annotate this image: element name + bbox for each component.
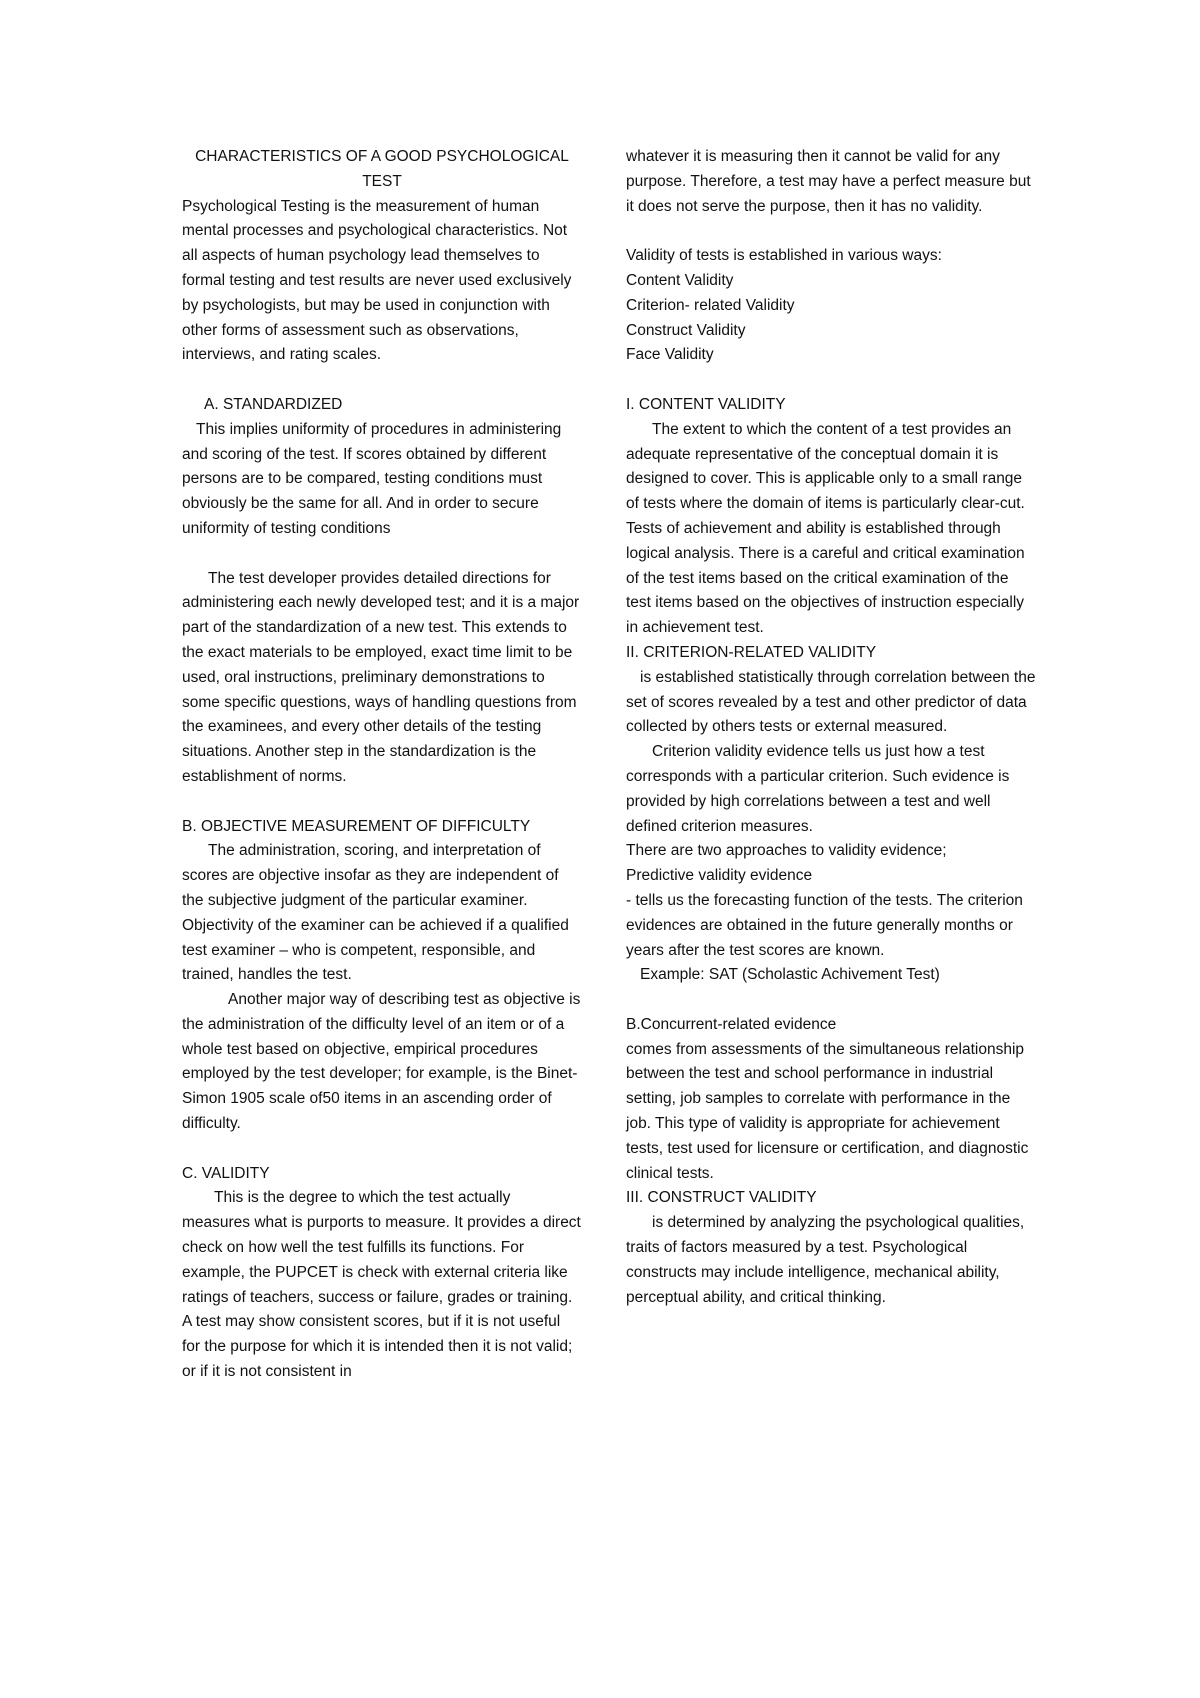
construct-validity-paragraph: is determined by analyzing the psychological qualities, traits of factors measured by a test. Psychological constructs may include intelligence, mechanical ability, perceptual ability, and critical thinking. — [626, 1214, 1025, 1306]
section-b-heading: B. OBJECTIVE MEASUREMENT OF DIFFICULTY — [182, 817, 531, 835]
spacer — [182, 368, 582, 393]
spacer — [626, 368, 1036, 393]
validity-way-item: Content Validity — [626, 271, 734, 289]
intro-paragraph: Psychological Testing is the measurement of human mental processes and psychological characteristics. Not all aspects of human psychology lead themselves to formal testing and test results are never used exclusively by psychologists, but may be used in conjunction with other forms of assessment such as observations, interviews, and rating scales. — [182, 197, 572, 364]
document-title: CHARACTERISTICS OF A GOOD PSYCHOLOGICAL TEST — [195, 148, 569, 190]
criterion-validity-paragraph-1: is established statistically through correlation between the set of scores revealed by a test and other predictor of data collected by others tests or external measured. — [626, 668, 1036, 736]
sat-example: Example: SAT (Scholastic Achivement Test) — [640, 966, 940, 984]
validity-approaches: There are two approaches to validity evidence; — [626, 842, 947, 860]
validity-way-item: Criterion- related Validity — [626, 296, 795, 314]
right-column — [626, 145, 1036, 1310]
spacer — [626, 988, 1036, 1013]
spacer — [182, 542, 582, 567]
section-a-paragraph-2: The test developer provides detailed directions for administering each newly developed test; and it is a major part of the standardization of a new test. This extends to the exact materials to be employed, exact time limit to be used, oral instructions, preliminary demonstrations to some specific questions, ways of handling questions from the examinees, and every other details of the testing situations. Another step in the standardization is the establishment of norms. — [182, 569, 580, 785]
validity-way-item: Construct Validity — [626, 321, 746, 339]
section-c-heading: C. VALIDITY — [182, 1164, 270, 1182]
left-column — [182, 145, 582, 1385]
spacer — [182, 790, 582, 815]
validity-continuation: whatever it is measuring then it cannot be valid for any purpose. Therefore, a test may have a perfect measure but it does not serve the purpose, then it has no validity. — [626, 148, 1031, 215]
validity-ways-intro: Validity of tests is established in various ways: — [626, 247, 942, 265]
section-a-heading: A. STANDARDIZED — [204, 395, 343, 413]
content-validity-paragraph: The extent to which the content of a test provides an adequate representative of the conceptual domain it is designed to cover. This is applicable only to a small range of tests where the domain of items is particularly clear-cut. Tests of achievement and ability is established through logical analysis. There is a careful and critical examination of the test items based on the critical examination of the test items based on the objectives of instruction especially in achievement test. — [626, 420, 1025, 637]
section-a-paragraph-1: This implies uniformity of procedures in administering and scoring of the test. If scores obtained by different persons are to be compared, testing conditions must obviously be the same for all. And in order to secure uniformity of testing conditions — [182, 420, 562, 537]
predictive-validity-heading: Predictive validity evidence — [626, 867, 813, 885]
spacer — [182, 1137, 582, 1162]
concurrent-evidence-heading: B.Concurrent-related evidence — [626, 1015, 837, 1033]
section-b-paragraph-1: The administration, scoring, and interpretation of scores are objective insofar as they are independent of the subjective judgment of the particular examiner. Objectivity of the examiner can be achieved if a qualified test examiner – who is competent, responsible, and trained, handles the test. — [182, 842, 569, 984]
section-c-paragraph-1: This is the degree to which the test actually measures what is purports to measure. It provides a direct check on how well the test fulfills its functions. For example, the PUPCET is check with external criteria like ratings of teachers, success or failure, grades or training. A test may show consistent scores, but if it is not useful for the purpose for which it is intended then it is not valid; or if it is not consistent in — [182, 1189, 581, 1381]
criterion-validity-paragraph-2: Criterion validity evidence tells us just how a test corresponds with a particular criterion. Such evidence is provided by high correlations between a test and well defined criterion measures. — [626, 743, 1010, 835]
section-b-paragraph-2: Another major way of describing test as objective is the administration of the difficulty level of an item or of a whole test based on objective, empirical procedures employed by the test developer; for example, is the Binet-Simon 1905 scale of50 items in an ascending order of difficulty. — [182, 991, 581, 1133]
concurrent-evidence-text: comes from assessments of the simultaneous relationship between the test and school performance in industrial setting, job samples to correlate with performance in the job. This type of validity is appropriate for achievement tests, test used for licensure or certification, and diagnostic clinical tests. — [626, 1040, 1029, 1182]
predictive-validity-text: - tells us the forecasting function of the tests. The criterion evidences are obtained in the future generally months or years after the test scores are known. — [626, 891, 1023, 959]
spacer — [626, 219, 1036, 244]
criterion-validity-heading: II. CRITERION-RELATED VALIDITY — [626, 643, 877, 661]
construct-validity-heading: III. CONSTRUCT VALIDITY — [626, 1189, 817, 1207]
content-validity-heading: I. CONTENT VALIDITY — [626, 395, 786, 413]
validity-way-item: Face Validity — [626, 346, 714, 364]
